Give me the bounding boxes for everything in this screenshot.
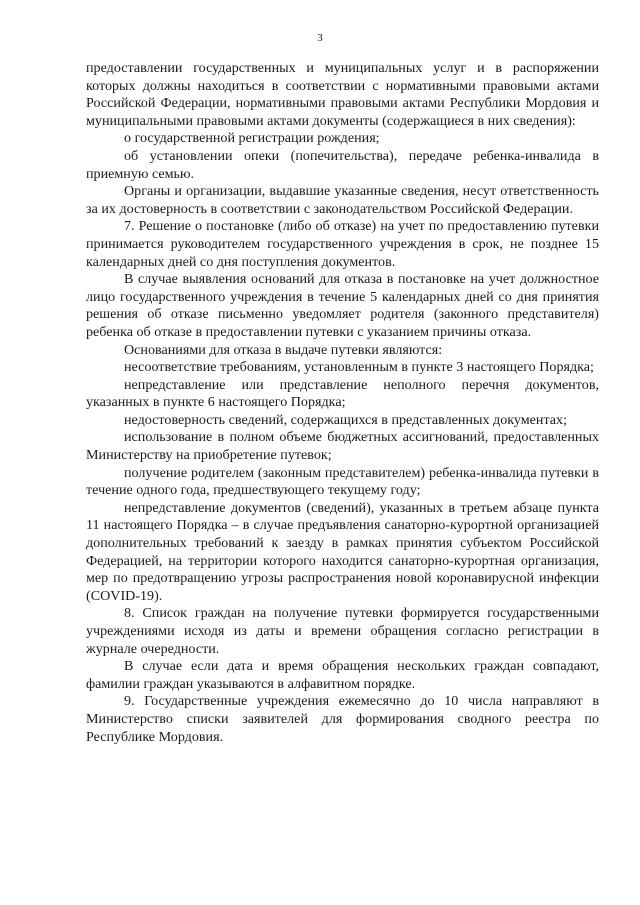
paragraph: В случае если дата и время обращения нескольких граждан совпадают, фамилии граждан указываются в алфавитном порядке. [86,658,599,692]
refusal-ground: непредставление или представление неполного перечня документов, указанных в пункте 6 настоящего Порядка; [86,376,599,411]
paragraph: В случае выявления оснований для отказа в постановке на учет должностное лицо государственного учреждения в течение 5 календарных дней со дня принятия решения об отказе письменно уведомляет родителя (законного представителя) ребенка об отказе в предоставлении путевки с указанием причины отказа. [86,271,599,340]
paragraph: о государственной регистрации рождения; [124,130,380,147]
refusal-ground: несоответствие требованиям, установленным в пункте 3 настоящего Порядка; [124,359,594,376]
refusal-ground: получение родителем (законным представителем) ребенка-инвалида путевки в течение одного года, предшествующего текущему году; [86,464,599,499]
paragraph: Основаниями для отказа в выдаче путевки являются: [124,341,443,358]
paragraph-item-9: 9. Государственные учреждения ежемесячно до 10 числа направляют в Министерство списки заявителей для формирования сводного реестра по Республике Мордовия. [86,693,599,745]
paragraph-continuation: предоставлении государственных и муниципальных услуг и в распоряжении которых должны находиться в соответствии с нормативными правовыми актами Российской Федерации, нормативными правовыми актами Республики Мордовия и муниципальными правовыми актами документы (содержащиеся в них сведения): [86,60,599,129]
refusal-ground: использование в полном объеме бюджетных ассигнований, предоставленных Министерству на приобретение путевок; [86,429,599,464]
paragraph: об установлении опеки (попечительства), передаче ребенка-инвалида в приемную семью. [86,147,599,182]
paragraph-item-7: 7. Решение о постановке (либо об отказе) на учет по предоставлению путевки принимается руководителем государственного учреждения в срок, не позднее 15 календарных дней со дня поступления документов. [86,218,599,270]
refusal-ground: непредставление документов (сведений), указанных в третьем абзаце пункта 11 настоящего Порядка – в случае предъявления санаторно-курортной организацией дополнительных требований к заезду в рамках принятия субъектом Российской Федерацией, на территории которого находится санаторно-курортная организация, мер по предотвращению угрозы распространения новой коронавирусной инфекции (COVID-19). [86,499,599,604]
page-number: 3 [317,32,323,44]
document-body [86,60,599,746]
paragraph: Органы и организации, выдавшие указанные сведения, несут ответственность за их достоверность в соответствии с законодательством Российской Федерации. [86,183,599,217]
paragraph-item-8: 8. Список граждан на получение путевки формируется государственными учреждениями исходя из даты и времени обращения согласно регистрации в журнале очередности. [86,605,599,657]
refusal-ground: недостоверность сведений, содержащихся в представленных документах; [124,411,568,428]
